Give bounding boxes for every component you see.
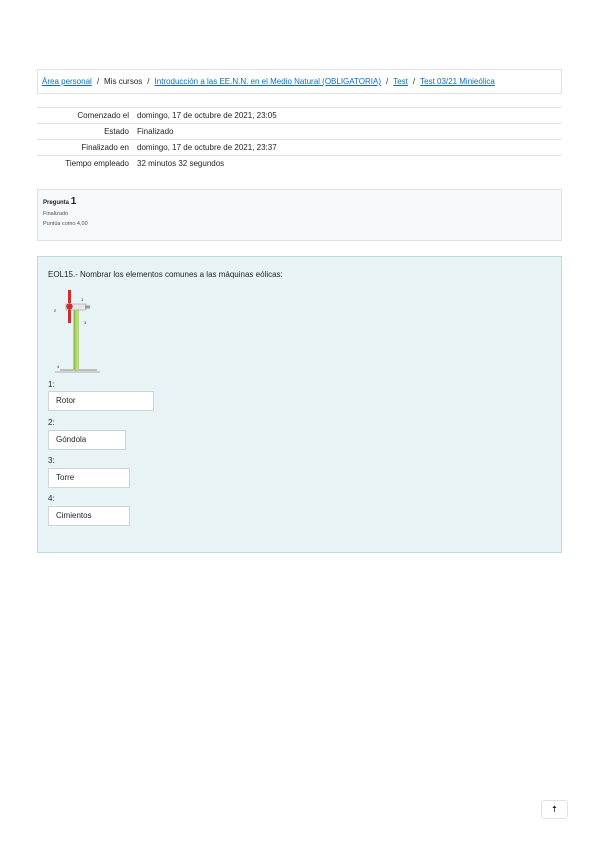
question-text: EOL15.- Nombrar los elementos comunes a las máquinas eólicas: [48,270,283,279]
summary-label: Tiempo empleado [37,156,134,172]
summary-value: Finalizado [134,124,562,140]
breadcrumb [37,69,562,94]
answer-field-2[interactable]: Góndola [48,430,126,450]
breadcrumb-test[interactable]: Test [393,77,408,86]
summary-label: Estado [37,124,134,140]
question-state: Finalizado [43,211,69,217]
answer-field-4[interactable]: Cimientos [48,506,130,526]
answer-label-4: 4: [48,494,55,503]
breadcrumb-mis-cursos: Mis cursos [104,77,143,86]
summary-row-started [37,108,562,124]
breadcrumb-separator: / [412,77,416,86]
rotor-hub [66,303,72,309]
question-grade: Puntúa como 4,00 [43,221,88,227]
breadcrumb-course[interactable]: Introducción a las EE.N.N. en el Medio Natural (OBLIGATORIA) [154,77,381,86]
summary-row-state [37,124,562,140]
question-label: Pregunta [43,200,70,206]
summary-row-finished [37,140,562,156]
summary-row-time-taken [37,156,562,172]
breadcrumb-separator: / [96,77,100,86]
question-number [43,196,556,207]
rotor-blade-top [68,290,71,303]
wind-turbine-diagram [52,287,104,375]
summary-label: Finalizado en [37,140,134,156]
answer-label-3: 3: [48,456,55,465]
diagram-label-2: 2 [54,308,57,313]
diagram-label-3: 3 [84,320,87,325]
breadcrumb-quiz[interactable]: Test 03/21 Minieólica [420,77,495,86]
rotor-blade-bottom [68,310,71,323]
diagram-label-1: 1 [81,297,84,302]
answer-label-2: 2: [48,418,55,427]
answer-label-1: 1: [48,380,55,389]
foundation-base [55,371,100,373]
back-to-top-button[interactable] [541,800,568,819]
arrow-up-icon: 🠅 [552,803,557,814]
tower-shape [73,309,79,370]
answer-field-1[interactable]: Rotor [48,391,154,411]
summary-label: Comenzado el [37,108,134,124]
breadcrumb-separator: / [147,77,150,86]
question-info [37,189,562,241]
attempt-summary-table [37,107,562,171]
summary-value: domingo, 17 de octubre de 2021, 23:05 [134,108,562,124]
summary-value: 32 minutos 32 segundos [134,156,562,172]
answer-field-3[interactable]: Torre [48,468,130,488]
diagram-label-4: 4 [57,364,60,369]
breadcrumb-separator: / [385,77,389,86]
breadcrumb-area-personal[interactable]: Área personal [42,77,92,86]
summary-value: domingo, 17 de octubre de 2021, 23:37 [134,140,562,156]
question-content [37,256,562,553]
question-number-value: 1 [70,196,77,207]
